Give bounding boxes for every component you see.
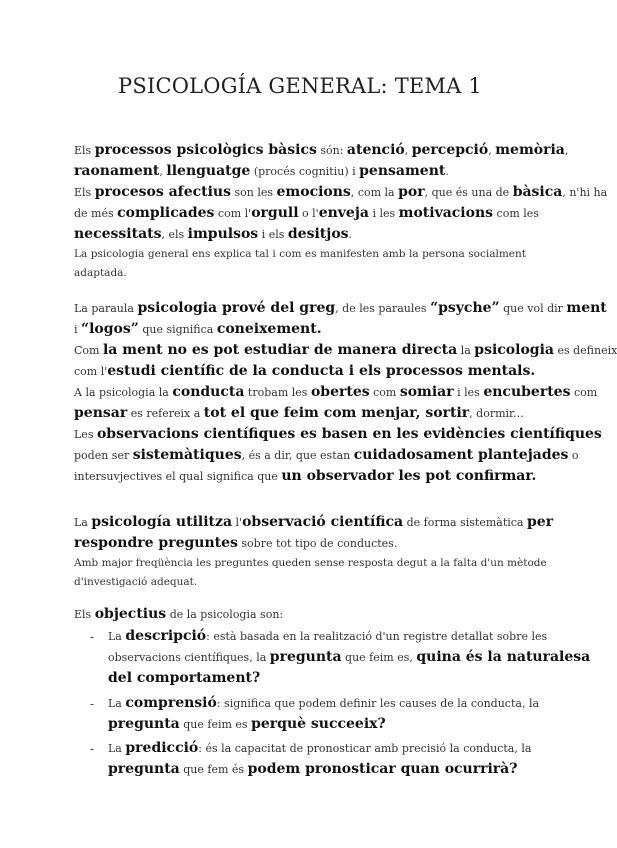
text-line: La paraula psicologia prové del greg, de les paraules “psyche” que vol dir ment [74, 300, 607, 316]
text-line: i “logos” que significa coneixement. [74, 321, 322, 337]
text-line: pregunta que feim es perquè succeeix? [108, 716, 386, 732]
list-bullet: - [90, 630, 95, 644]
list-item-comprehension [108, 693, 540, 735]
list-item-prediction [108, 738, 532, 780]
text-line: La comprensió: significa que podem definir les causes de la conducta, la [108, 695, 540, 711]
text-line: Els processos psicològics bàsics són: atenció, percepció, memòria, [74, 142, 569, 158]
text-line: com l'estudi científic de la conducta i els processos mentals. [74, 363, 536, 379]
list-bullet: - [90, 742, 95, 756]
text-line: raonament, llenguatge (procés cognitiu) i pensament. [74, 163, 449, 179]
text-line: pensar es refereix a tot el que feim com menjar, sortir, dormir... [74, 405, 524, 421]
text-line: La predicció: és la capacitat de pronosticar amb precisió la conducta, la [108, 740, 532, 756]
text-line: Les observacions científiques es basen en les evidències científiques [74, 426, 602, 442]
text-line: adaptada. [74, 267, 127, 279]
text-line: pregunta que fem és podem pronosticar quan ocurrirà? [108, 761, 518, 777]
text-line: Amb major freqüència les preguntes queden sense resposta degut a la falta d'un mètode [74, 557, 547, 569]
text-line: La psicologia general ens explica tal i com es manifesten amb la persona socialment [74, 248, 526, 260]
list-bullet: - [90, 697, 95, 711]
paragraph-psychology-definition [74, 298, 617, 487]
paragraph-scientific-observation [74, 512, 554, 592]
text-line: respondre preguntes sobre tot tipo de conductes. [74, 535, 398, 551]
text-line: del comportament? [108, 670, 261, 686]
objectives-intro [74, 604, 526, 625]
text-line: de més complicades com l'orgull o l'enveja i les motivacions com les [74, 205, 539, 221]
text-line: necessitats, els impulsos i els desitjos. [74, 226, 353, 242]
text-line: La descripció: està basada en la realització d'un registre detallat sobre les [108, 628, 548, 644]
text-line: d'investigació adequat. [74, 576, 198, 588]
list-item-description [108, 626, 591, 689]
text-line: Els procesos afectius son les emocions, com la por, que és una de bàsica, n'hi ha [74, 184, 608, 200]
text-line: La psicología utilitza l'observació científica de forma sistemàtica per [74, 514, 554, 530]
text-line: Els objectius de la psicologia son: [74, 606, 284, 622]
text-line: intersuvjectives el qual significa que un observador les pot confirmar. [74, 468, 537, 484]
text-line: A la psicologia la conducta trobam les obertes com somiar i les encubertes com [74, 384, 598, 400]
text-line: observacions científiques, la pregunta que feim es, quina és la naturalesa [108, 649, 591, 665]
text-line: poden ser sistemàtiques, és a dir, que estan cuidadosament plantejades o [74, 447, 579, 463]
text-line: Com la ment no es pot estudiar de manera directa la psicologia es defineix [74, 342, 617, 358]
paragraph-basic-processes [74, 140, 608, 283]
document-title: PSICOLOGÍA GENERAL: TEMA 1 [118, 74, 482, 98]
